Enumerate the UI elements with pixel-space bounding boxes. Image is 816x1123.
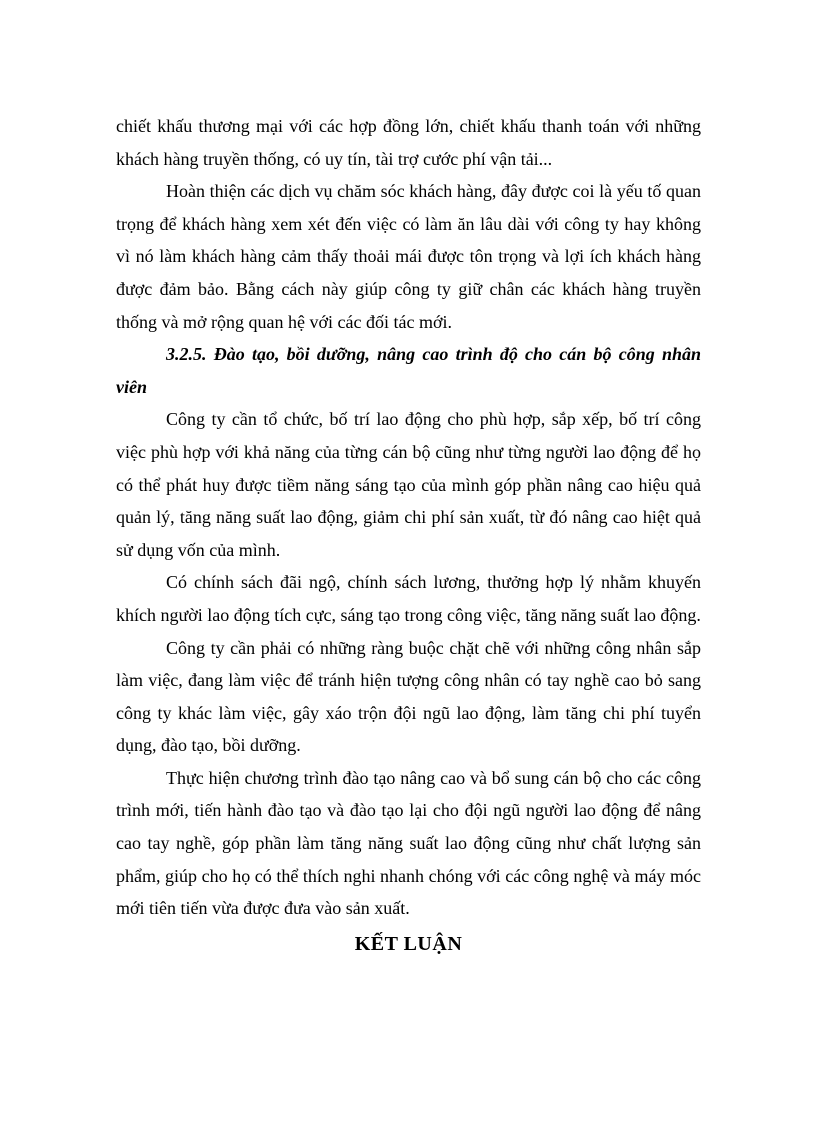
paragraph-labor-organization: Công ty cần tổ chức, bố trí lao động cho phù hợp, sắp xếp, bố trí công việc phù hợp với khả năng của từng cán bộ cũng như từng người lao động để họ có thể phát huy được tiềm năng sáng tạo của mình góp phần nâng cao hiệu quả quản lý, tăng năng suất lao động, giảm chi phí sản xuất, từ đó nâng cao hiệt quả sử dụng vốn của mình. xyxy=(116,409,701,560)
paragraph-customer-service: Hoàn thiện các dịch vụ chăm sóc khách hàng, đây được coi là yếu tố quan trọng để khách hàng xem xét đến việc có làm ăn lâu dài với công ty hay không vì nó làm khách hàng cảm thấy thoải mái được tôn trọng và lợi ích khách hàng được đảm bảo. Bằng cách này giúp công ty giữ chân các khách hàng truyền thống và mở rộng quan hệ với các đối tác mới. xyxy=(116,181,701,332)
paragraph-compensation-policy: Có chính sách đãi ngộ, chính sách lương, thưởng hợp lý nhằm khuyến khích người lao động tích cực, sáng tạo trong công việc, tăng năng suất lao động. xyxy=(116,572,701,625)
document-body xyxy=(116,110,701,961)
conclusion-heading: KẾT LUẬN xyxy=(354,932,463,955)
section-heading-3-2-5: 3.2.5. Đào tạo, bồi dưỡng, nâng cao trình độ cho cán bộ công nhân viên xyxy=(116,344,701,397)
paragraph-training-program: Thực hiện chương trình đào tạo nâng cao và bổ sung cán bộ cho các công trình mới, tiến hành đào tạo và đào tạo lại cho đội ngũ người lao động để nâng cao tay nghề, góp phần làm tăng năng suất lao động cũng như chất lượng sản phẩm, giúp cho họ có thể thích nghi nhanh chóng với các công nghệ và máy móc mới tiên tiến vừa được đưa vào sản xuất. xyxy=(116,767,701,919)
paragraph-worker-retention: Công ty cần phải có những ràng buộc chặt chẽ với những công nhân sắp làm việc, đang làm việc để tránh hiện tượng công nhân có tay nghề cao bỏ sang công ty khác làm việc, gây xáo trộn đội ngũ lao động, làm tăng chi phí tuyển dụng, đào tạo, bồi dưỡng. xyxy=(116,637,701,756)
paragraph-continuation: chiết khấu thương mại với các hợp đồng lớn, chiết khấu thanh toán với những khách hàng truyền thống, có uy tín, tài trợ cước phí vận tải... xyxy=(116,116,701,169)
